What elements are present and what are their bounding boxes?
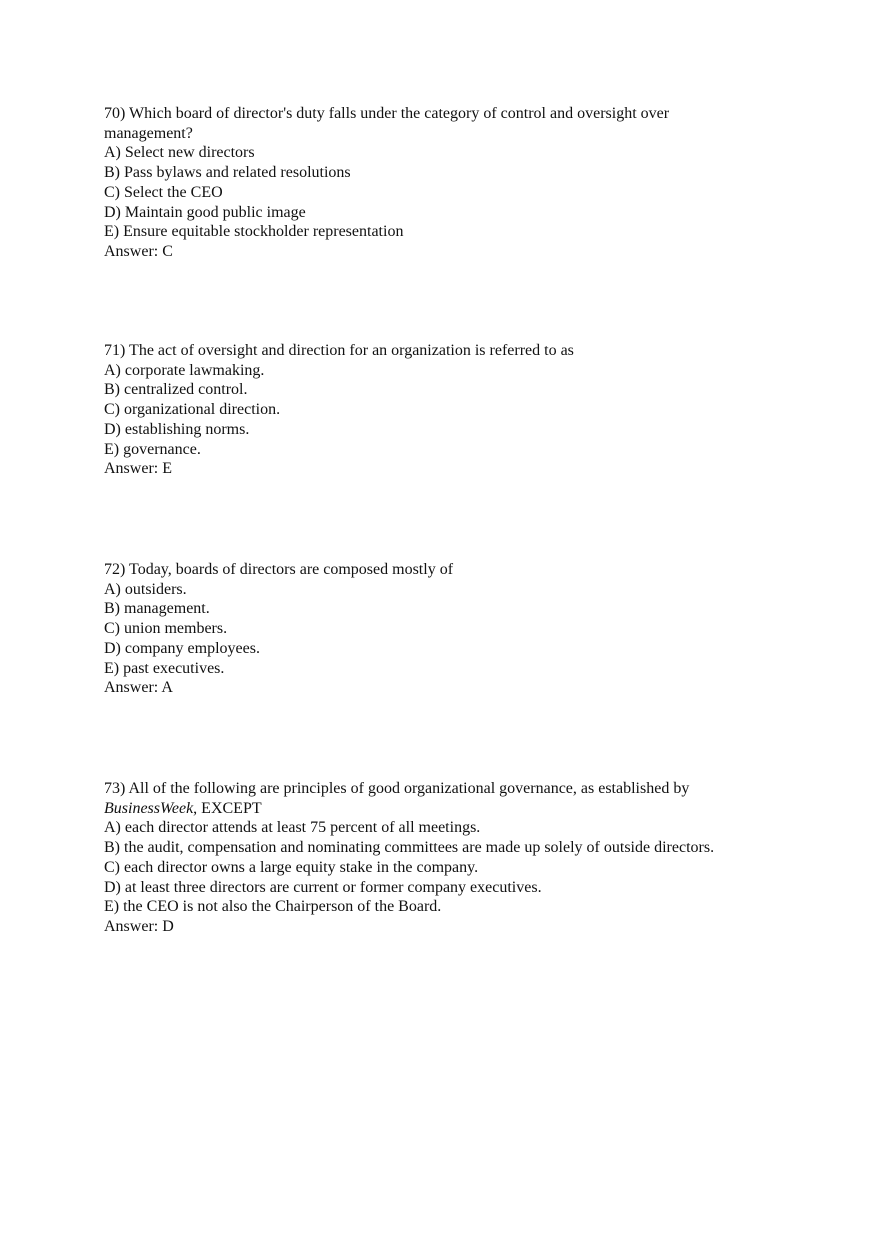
option-c: C) Select the CEO <box>104 183 223 201</box>
publication-title: BusinessWeek <box>104 799 194 817</box>
option-d: D) establishing norms. <box>104 420 250 438</box>
question-70 <box>104 104 824 262</box>
option-a: A) Select new directors <box>104 144 255 162</box>
option-c: C) organizational direction. <box>104 401 281 419</box>
question-stem: 70) Which board of director's duty falls under the category of control and oversight over <box>104 105 670 122</box>
option-e: E) the CEO is not also the Chairperson of the Board. <box>104 898 442 916</box>
option-c: C) each director owns a large equity stake in the company. <box>104 858 479 876</box>
answer: Answer: A <box>104 679 173 697</box>
option-a: A) each director attends at least 75 percent of all meetings. <box>104 819 481 837</box>
option-a: A) corporate lawmaking. <box>104 361 265 379</box>
answer: Answer: E <box>104 460 172 478</box>
answer: Answer: C <box>104 242 173 260</box>
question-72 <box>104 560 824 698</box>
option-e: E) governance. <box>104 440 201 458</box>
question-stem-continued <box>104 799 824 819</box>
question-stem: 73) All of the following are principles of good organizational governance, as established by <box>104 780 690 797</box>
stem-suffix: , EXCEPT <box>193 799 262 817</box>
question-stem-continued: management? <box>104 124 193 142</box>
option-d: D) company employees. <box>104 639 260 657</box>
option-b: B) centralized control. <box>104 381 248 399</box>
option-b: B) management. <box>104 600 210 618</box>
option-e: E) past executives. <box>104 659 225 677</box>
question-71 <box>104 341 824 479</box>
option-b: B) the audit, compensation and nominating committees are made up solely of outside directors. <box>104 839 715 857</box>
option-c: C) union members. <box>104 620 228 638</box>
question-stem: 72) Today, boards of directors are composed mostly of <box>104 561 454 578</box>
answer: Answer: D <box>104 917 174 935</box>
question-73 <box>104 779 824 937</box>
question-stem: 71) The act of oversight and direction for an organization is referred to as <box>104 342 574 359</box>
option-d: D) at least three directors are current or former company executives. <box>104 878 542 896</box>
option-b: B) Pass bylaws and related resolutions <box>104 164 351 182</box>
option-a: A) outsiders. <box>104 580 187 598</box>
option-e: E) Ensure equitable stockholder representation <box>104 223 404 241</box>
option-d: D) Maintain good public image <box>104 203 306 221</box>
